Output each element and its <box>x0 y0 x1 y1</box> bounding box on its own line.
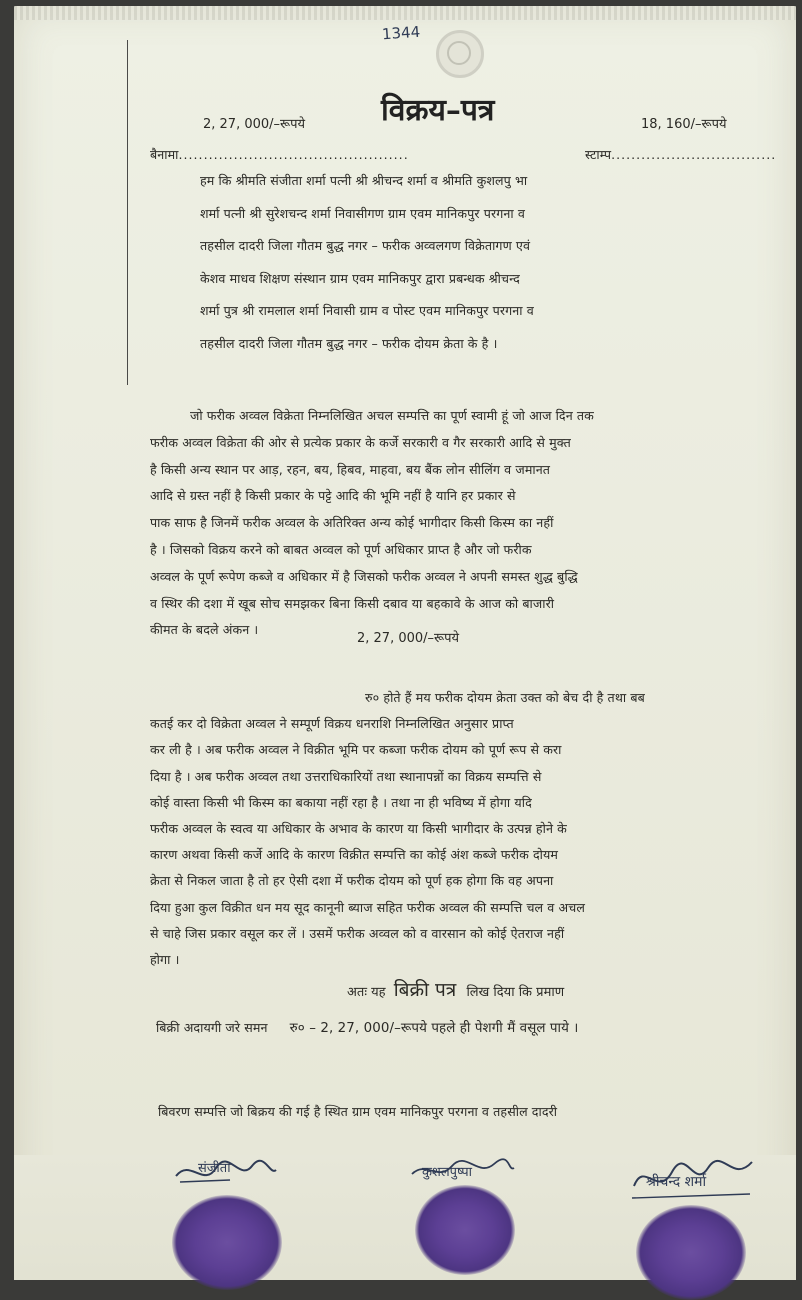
signature-2 <box>408 1152 518 1188</box>
text-line: है किसी अन्य स्थान पर आड़, रहन, बय, हिबव, माहवा, बय बैंक लोन सीलिंग व जमानत <box>150 461 551 477</box>
thumbprint-1 <box>172 1195 282 1290</box>
text-line: आदि से ग्रस्त नहीं है किसी प्रकार के पट्टे आदि की भूमि नहीं है यानि हर प्रकार से <box>150 488 516 504</box>
payment-line: बिक्री अदायगी जरे समन रु० – 2, 27, 000/–रूपये पहले ही पेशगी मैं वसूल पाये । <box>156 1020 579 1036</box>
conclusion-title: बिक्री पत्र <box>393 979 457 1001</box>
document-title: विक्रय–पत्र <box>381 93 495 128</box>
emblem-icon <box>436 30 484 78</box>
text-line: रु० होते हैं मय फरीक दोयम क्रेता उक्त को बेच दी है तथा बब <box>365 690 645 705</box>
thumbprint-2 <box>415 1185 515 1275</box>
text-line: फरीक अव्वल विक्रेता की ओर से प्रत्येक प्रकार के कर्जे सरकारी व गैर सरकारी आदि से मुक्त <box>150 434 571 450</box>
text-line: शर्मा पत्नी श्री सुरेशचन्द शर्मा निवासीगण ग्राम एवम मानिकपुर परगना व <box>200 205 525 221</box>
left-margin-line <box>127 40 128 385</box>
text-line: व स्थिर की दशा में खूब सोच समझकर बिना किसी दबाव या बहकावे के आज को बाजारी <box>150 595 555 611</box>
text-line: तहसील दादरी जिला गौतम बुद्ध नगर – फरीक अव्वलगण विक्रेतागण एवं <box>200 238 531 253</box>
label-benama: बैनामा.............................................. <box>150 147 409 162</box>
text-line: दिया है । अब फरीक अव्वल तथा उत्तराधिकारियों तथा स्थानापन्नों का विक्रय सम्पत्ति से <box>150 768 542 784</box>
text-line: है । जिसको विक्रय करने को बाबत अव्वल को पूर्ण अधिकार प्राप्त है और जो फरीक <box>150 542 532 557</box>
sale-amount: 2, 27, 000/–रूपये <box>203 117 306 132</box>
text-line: से चाहे जिस प्रकार वसूल कर लें । उसमें फरीक अव्वल को व वारसान को कोई ऐतराज नहीं <box>150 925 565 941</box>
stamp-paper-border <box>14 6 796 20</box>
thumbprint-3 <box>636 1205 746 1300</box>
signature-3 <box>628 1150 758 1204</box>
signature-1-text: संजीता <box>198 1161 231 1176</box>
text-line: अव्वल के पूर्ण रूपेण कब्जे व अधिकार में है जिसको फरीक अव्वल ने अपनी समस्त शुद्ध बुद्धि <box>150 568 578 584</box>
signature-2-text: कुशलपुष्पा <box>422 1165 472 1180</box>
document-number: 1344 <box>381 22 421 44</box>
text-line: जो फरीक अव्वल विक्रेता निम्नलिखित अचल सम्पत्ति का पूर्ण स्वामी हूं जो आज दिन तक <box>190 408 594 423</box>
payment-amount: रु० – 2, 27, 000/–रूपये पहले ही पेशगी मैं वसूल पाये । <box>289 1021 579 1036</box>
stamp-amount: 18, 160/–रूपये <box>641 117 727 132</box>
text-line: कारण अथवा किसी कर्जे आदि के कारण विक्रीत सम्पत्ति का कोई अंश कब्जे फरीक दोयम <box>150 847 559 863</box>
text-line: हम कि श्रीमति संजीता शर्मा पत्नी श्री श्रीचन्द शर्मा व श्रीमति कुशलपु भा <box>200 173 528 188</box>
consideration-amount: 2, 27, 000/–रूपये <box>357 631 460 646</box>
text-line: होगा । <box>150 952 180 967</box>
text-line: कोई वास्ता किसी भी किस्म का बकाया नहीं रहा है । तथा ना ही भविष्य में होगा यदि <box>150 794 532 810</box>
text-line: कतई कर दो विक्रेता अव्वल ने सम्पूर्ण विक्रय धनराशि निम्नलिखित अनुसार प्राप्त <box>150 716 514 732</box>
signature-3-text: श्रीचन्द शर्मा <box>646 1174 707 1190</box>
text-line: कर ली है । अब फरीक अव्वल ने विक्रीत भूमि पर कब्जा फरीक दोयम को पूर्ण रूप से करा <box>150 742 562 758</box>
text-line: कीमत के बदले अंकन । <box>150 622 259 638</box>
text-line: क्रेता से निकल जाता है तो हर ऐसी दशा में फरीक दोयम को पूर्ण हक होगा कि वह अपना <box>150 873 554 889</box>
text-line: पाक साफ है जिनमें फरीक अव्वल के अतिरिक्त अन्य कोई भागीदार किसी किस्म का नहीं <box>150 515 554 531</box>
text-line: तहसील दादरी जिला गौतम बुद्ध नगर – फरीक दोयम क्रेता के है । <box>200 335 498 351</box>
conclusion-line: अतः यह बिक्री पत्र लिख दिया कि प्रमाण <box>347 979 565 1001</box>
text-line: शर्मा पुत्र श्री रामलाल शर्मा निवासी ग्राम व पोस्ट एवम मानिकपुर परगना व <box>200 303 534 318</box>
signature-1 <box>170 1152 280 1192</box>
text-line: केशव माधव शिक्षण संस्थान ग्राम एवम मानिकपुर द्वारा प्रबन्धक श्रीचन्द <box>200 270 520 286</box>
label-stamp: स्टाम्प................................. <box>585 147 777 162</box>
property-description: बिवरण सम्पत्ति जो बिक्रय की गई है स्थित ग्राम एवम मानिकपुर परगना व तहसील दादरी <box>158 1104 558 1119</box>
text-line: दिया हुआ कुल विक्रीत धन मय सूद कानूनी ब्याज सहित फरीक अव्वल की सम्पत्ति चल व अचल <box>150 899 585 915</box>
text-line: फरीक अव्वल के स्वत्व या अधिकार के अभाव के कारण या किसी भागीदार के उत्पन्न होने के <box>150 821 567 836</box>
